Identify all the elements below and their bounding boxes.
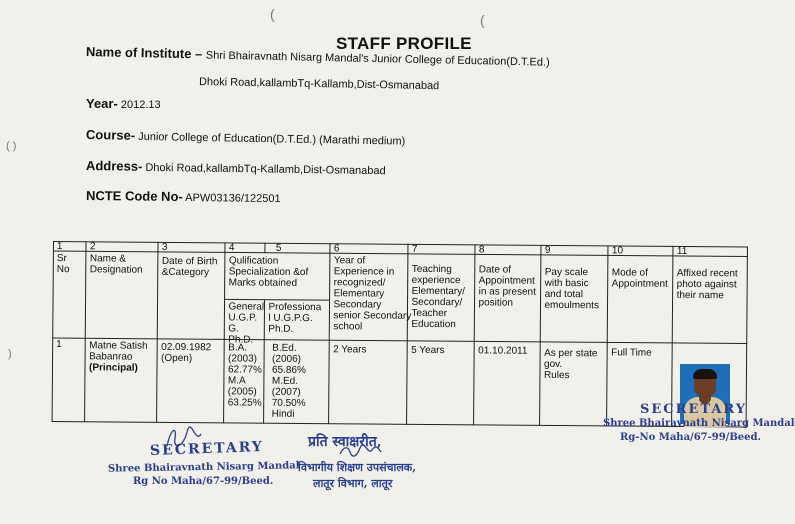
stamp-latur-division: लातूर विभाग, लातूर — [313, 477, 393, 490]
header-date-of-birth: Date of Birth &Category — [161, 255, 218, 279]
course-line — [86, 127, 406, 148]
header-photo: Affixed recent photo against their name — [676, 267, 738, 302]
year-value: 2012.13 — [120, 99, 161, 111]
header-experience: Year of Experience in recognized/ Elementary Secondary senior Secondary school — [333, 255, 412, 333]
scan-mark: ( — [270, 6, 275, 22]
stamp-deputy-director: विभागीय शिक्षण उपसंचालक, — [298, 461, 417, 474]
column-number: 5 — [275, 242, 282, 254]
header-sr-no: Sr No — [56, 253, 70, 276]
institute-line — [86, 44, 550, 69]
stamp-secretary-org: Shree Bhairavnath Nisarg Mandal — [107, 460, 300, 475]
header-general-qualification: General U.G.P. G. Ph.D. — [228, 301, 265, 346]
row-appointment-date: 01.10.2011 — [478, 345, 528, 357]
address-line — [86, 158, 386, 177]
header-mode-of-appointment: Mode of Appointment — [611, 267, 668, 290]
header-professional-qualification: Professiona l U.G.P.G. Ph.D. — [268, 301, 322, 335]
stamp-countersigned: प्रति स्वाक्षरीत, — [308, 434, 382, 450]
institute-label: Name of Institute – — [85, 44, 207, 62]
stamp-secretary-org-right: Shree Bhairavnath Nisarg Mandal — [603, 418, 795, 429]
column-number: 11 — [676, 245, 688, 257]
row-pay-scale: As per state gov. Rules — [543, 347, 598, 382]
stamp-secretary-reg-right: Rg-No Maha/67-99/Beed. — [620, 432, 761, 443]
staff-table — [52, 241, 748, 427]
institute-address: Dhoki Road,kallambTq-Kallamb,Dist-Osmanabad — [198, 76, 440, 93]
column-number: 2 — [89, 241, 96, 253]
course-value: Junior College of Education(D.T.Ed.) (Marathi medium) — [138, 130, 406, 148]
row-sr-no: 1 — [56, 339, 62, 351]
header-pay-scale: Pay scale with basic and total emoulments — [544, 266, 600, 312]
address-value: Dhoki Road,kallambTq-Kallamb,Dist-Osmanabad — [145, 161, 386, 178]
column-number: 3 — [161, 241, 168, 253]
punch-hole: ( ) — [6, 140, 17, 152]
ncte-value: APW03136/122501 — [185, 192, 281, 206]
stamp-secretary-reg: Rg No Maha/67-99/Beed. — [133, 476, 274, 487]
punch-hole: ) — [8, 348, 12, 360]
row-name-designation: Matne Satish Babanrao (Principal) — [88, 340, 148, 374]
column-number: 1 — [56, 241, 63, 253]
column-number: 10 — [611, 245, 624, 257]
row-teaching-experience: 5 Years — [411, 344, 445, 357]
ncte-label: NCTE Code No- — [85, 188, 183, 205]
institute-name: Shri Bhairavnath Nisarg Mandal's Junior College of Education(D.T.Ed.) — [205, 49, 550, 69]
row-experience: 2 Years — [333, 344, 367, 356]
scan-mark: ( — [480, 12, 485, 28]
header-teaching-experience: Teaching experience Elementary/ Secondary/ Teacher Education — [411, 263, 466, 331]
row-professional-qualification: B.Ed. (2006) 65.86% M.Ed. (2007) 70.50% Hindi — [271, 342, 306, 420]
ncte-line — [86, 188, 281, 205]
page-title: STAFF PROFILE — [336, 34, 472, 53]
column-number: 7 — [411, 243, 418, 255]
column-number: 9 — [544, 244, 551, 256]
header-appointment-date: Date of Appointment in as present position — [478, 264, 536, 309]
column-number: 6 — [333, 243, 340, 255]
row-general-qualification: B.A. (2003) 62.77% M.A (2005) 63.25% — [227, 342, 262, 409]
course-label: Course- — [85, 127, 136, 143]
header-name-designation: Name & Designation — [89, 253, 143, 276]
row-mode-of-appointment: Full Time — [611, 347, 652, 359]
address-label: Address- — [85, 158, 143, 174]
column-number: 8 — [478, 244, 485, 256]
row-date-of-birth: 02.09.1982 (Open) — [161, 341, 212, 365]
column-number: 4 — [228, 242, 235, 254]
stamp-secretary-title: SECRETARY — [149, 439, 265, 459]
stamp-secretary-title-right: SECRETARY — [640, 402, 748, 417]
year-label: Year- — [86, 96, 118, 111]
year-line — [86, 96, 161, 111]
header-qualification: Qulification Specialization &of Marks obtained — [228, 255, 309, 289]
